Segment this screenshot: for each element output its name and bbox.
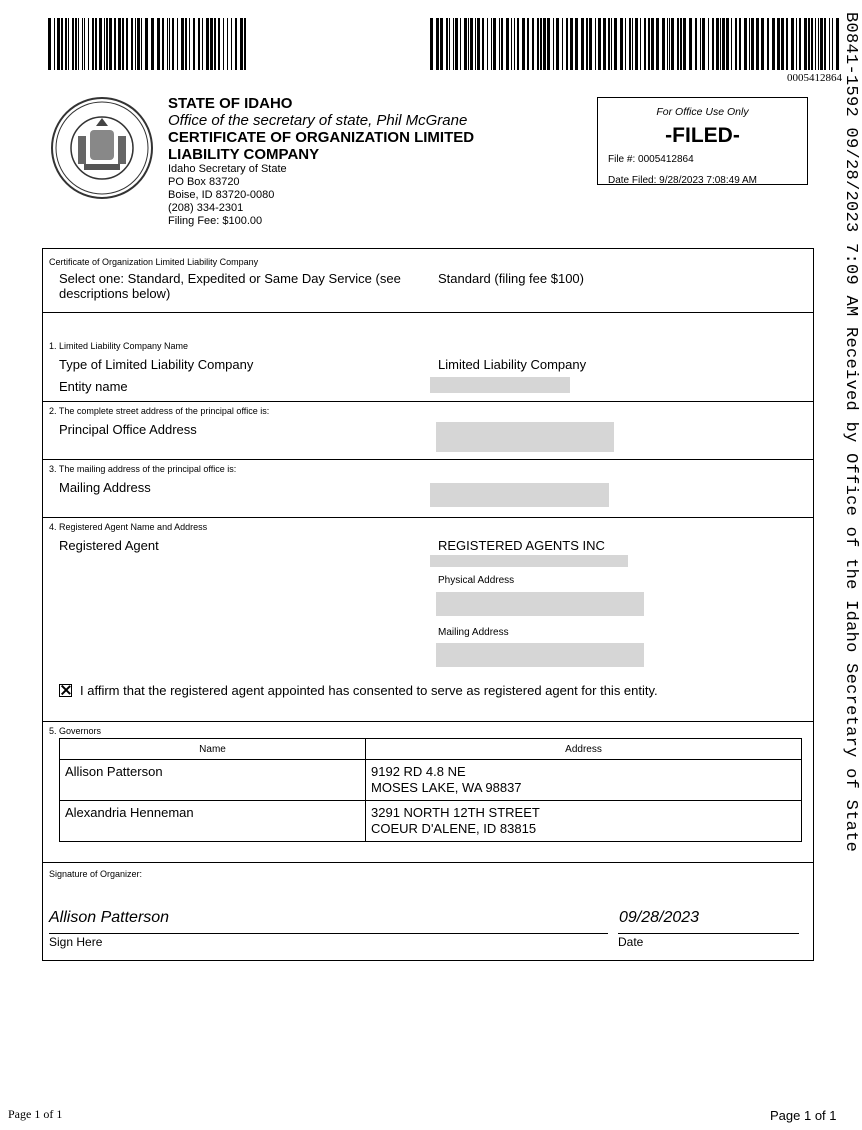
entity-name-label: Entity name [59, 379, 128, 394]
received-stamp: B0841-1592 09/28/2023 7:09 AM Received by Office of the Idaho Secretary of State [841, 12, 860, 853]
service-label: Select one: Standard, Expedited or Same Day Service (see descriptions below) [59, 271, 401, 301]
table-row [60, 801, 802, 842]
organizer-signature: Allison Patterson [49, 909, 170, 926]
header-block [168, 95, 568, 228]
section-divider [43, 862, 813, 863]
barcode-left [48, 18, 248, 70]
column-header-address: Address [366, 739, 802, 760]
redacted-physical-address [436, 592, 644, 616]
redacted-mailing-address [430, 483, 609, 507]
sign-here-label: Sign Here [49, 935, 103, 949]
registered-agent-label: Registered Agent [59, 538, 159, 553]
form-body [42, 248, 814, 961]
signature-date: 09/28/2023 [619, 909, 700, 926]
mailing-address-label: Mailing Address [59, 480, 151, 495]
section-caption: 1. Limited Liability Company Name [49, 341, 189, 351]
governor-address [366, 801, 802, 842]
section-caption: 3. The mailing address of the principal office is: [49, 464, 237, 474]
barcode-right [430, 18, 842, 70]
date-label: Date [618, 935, 644, 949]
barcode-number: 0005412864 [787, 72, 842, 84]
address-line: PO Box 83720 [168, 176, 240, 188]
governors-table [59, 738, 802, 842]
filed-status: -FILED- [665, 124, 740, 147]
date-filed: Date Filed: 9/28/2023 7:08:49 AM [608, 175, 757, 186]
state-seal-icon [50, 96, 154, 200]
address-line1: 9192 RD 4.8 NE [371, 764, 466, 779]
office-use-box [597, 97, 808, 185]
section-caption: Certificate of Organization Limited Liability Company [49, 257, 259, 267]
address-line: Idaho Secretary of State [168, 163, 287, 175]
file-number: File #: 0005412864 [608, 154, 694, 165]
section-caption: 2. The complete street address of the principal office is: [49, 406, 270, 416]
column-header-name: Name [60, 739, 366, 760]
form-title-line1: CERTIFICATE OF ORGANIZATION LIMITED [168, 129, 475, 146]
agent-mailing-address-label: Mailing Address [438, 627, 509, 638]
redacted-agent-mailing-address [436, 643, 644, 667]
redacted-entity-name [430, 377, 570, 393]
section-mailing-address [43, 460, 813, 518]
redacted-agent-line [430, 555, 628, 567]
section-registered-agent [43, 518, 813, 722]
section-principal-address [43, 402, 813, 460]
service-value: Standard (filing fee $100) [438, 271, 584, 286]
filing-fee-line: Filing Fee: $100.00 [168, 215, 263, 227]
signature-caption: Signature of Organizer: [49, 869, 143, 879]
address-line2: MOSES LAKE, WA 98837 [371, 780, 522, 795]
affirm-row [59, 683, 658, 698]
address-line2: COEUR D'ALENE, ID 83815 [371, 821, 537, 836]
affirm-checkbox[interactable] [59, 684, 72, 697]
principal-address-label: Principal Office Address [59, 422, 197, 437]
governor-name: Allison Patterson [60, 760, 366, 801]
office-subtitle: Office of the secretary of state, Phil McGrane [168, 112, 468, 129]
address-line: Boise, ID 83720-0080 [168, 189, 275, 201]
llc-type-value: Limited Liability Company [438, 357, 587, 372]
signature-line [49, 933, 608, 934]
physical-address-label: Physical Address [438, 575, 515, 586]
office-use-label: For Office Use Only [656, 106, 749, 118]
phone-line: (208) 334-2301 [168, 202, 244, 214]
redacted-principal-address [436, 422, 614, 452]
state-title: STATE OF IDAHO [168, 95, 293, 112]
date-line [618, 933, 799, 934]
section-caption: 4. Registered Agent Name and Address [49, 522, 208, 532]
governor-address [366, 760, 802, 801]
address-line1: 3291 NORTH 12TH STREET [371, 805, 540, 820]
llc-type-label: Type of Limited Liability Company [59, 357, 254, 372]
governor-name: Alexandria Henneman [60, 801, 366, 842]
registered-agent-name: REGISTERED AGENTS INC [438, 538, 605, 553]
table-row [60, 760, 802, 801]
section-service [43, 249, 813, 313]
page-footer-left: Page 1 of 1 [8, 1107, 63, 1121]
page-footer-right: Page 1 of 1 [770, 1108, 837, 1123]
affirm-text: I affirm that the registered agent appointed has consented to serve as registered agent for this entity. [80, 683, 658, 698]
form-title-line2: LIABILITY COMPANY [168, 146, 320, 163]
section-llc-name [43, 313, 813, 402]
section-caption: 5. Governors [49, 726, 102, 736]
